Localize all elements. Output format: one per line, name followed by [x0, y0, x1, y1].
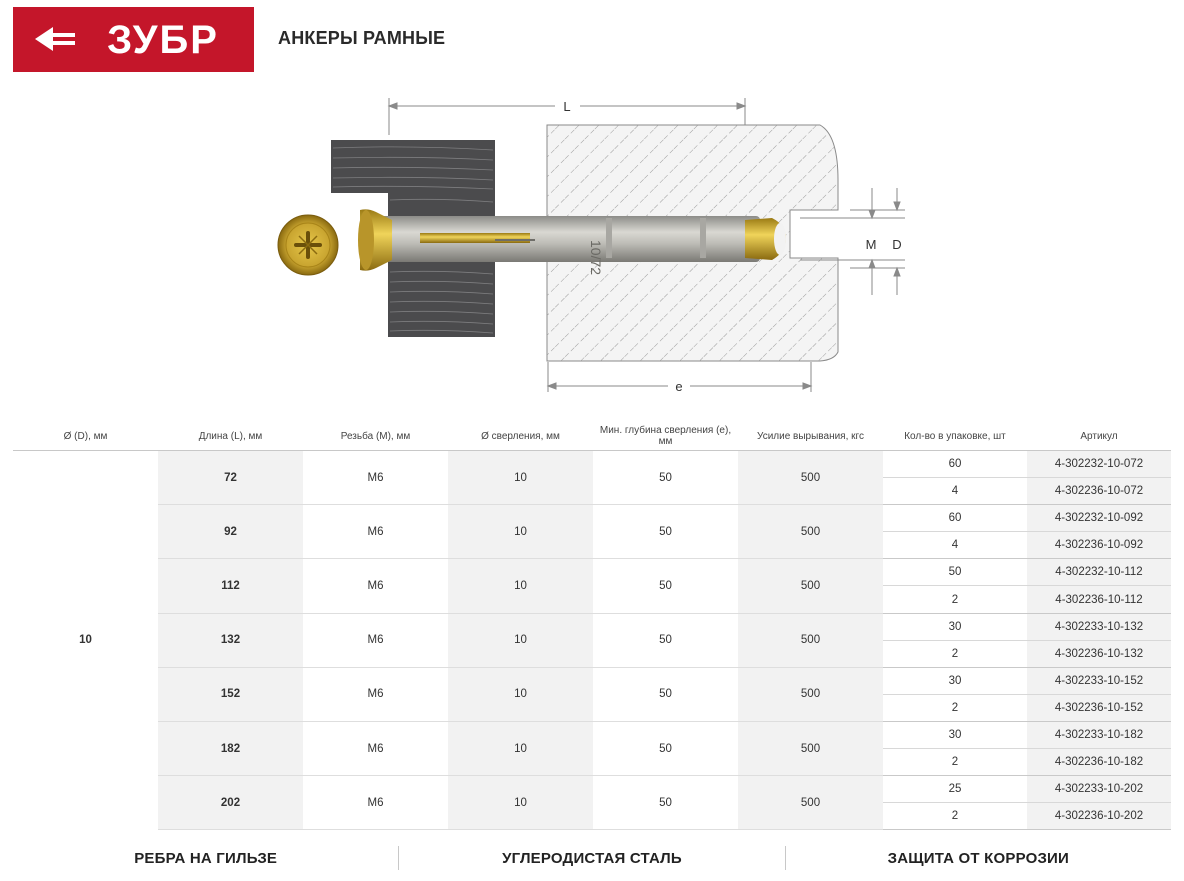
feature-ribs: РЕБРА НА ГИЛЬЗЕ	[134, 849, 278, 867]
force-cell: 500	[738, 776, 883, 830]
label-e: e	[675, 379, 683, 394]
article-cell: 4-302236-10-132	[1027, 640, 1171, 667]
label-D: D	[892, 237, 902, 252]
thread-cell: M6	[303, 613, 448, 667]
thread-cell: M6	[303, 505, 448, 559]
force-cell: 500	[738, 451, 883, 505]
article-cell: 4-302236-10-112	[1027, 586, 1171, 613]
table-row	[13, 721, 1171, 748]
article-cell: 4-302232-10-072	[1027, 451, 1171, 478]
sleeve-marking: 10/72	[588, 240, 604, 276]
header-thread: Резьба (М), мм	[340, 430, 411, 442]
qty-cell: 25	[883, 776, 1027, 803]
force-cell: 500	[738, 721, 883, 775]
thread-cell: M6	[303, 776, 448, 830]
length-cell: 92	[158, 505, 303, 559]
qty-cell: 2	[883, 803, 1027, 830]
force-cell: 500	[738, 613, 883, 667]
depth-cell: 50	[593, 667, 738, 721]
thread-cell: M6	[303, 559, 448, 613]
qty-cell: 2	[883, 749, 1027, 776]
force-cell: 500	[738, 667, 883, 721]
table-row	[13, 613, 1171, 640]
screw-head-side	[358, 209, 392, 270]
length-cell: 182	[158, 721, 303, 775]
header-depth: Мин. глубина сверления (е), мм	[599, 425, 732, 447]
feature-bar	[13, 842, 1171, 874]
qty-cell: 4	[883, 532, 1027, 559]
qty-cell: 30	[883, 721, 1027, 748]
qty-cell: 2	[883, 586, 1027, 613]
qty-cell: 4	[883, 478, 1027, 505]
article-cell: 4-302236-10-152	[1027, 694, 1171, 721]
depth-cell: 50	[593, 721, 738, 775]
qty-cell: 2	[883, 640, 1027, 667]
page-title: АНКЕРЫ РАМНЫЕ	[278, 28, 446, 48]
header-drill: Ø сверления, мм	[481, 430, 560, 442]
length-cell: 72	[158, 451, 303, 505]
article-cell: 4-302232-10-092	[1027, 505, 1171, 532]
specs-table	[13, 422, 1171, 830]
article-cell: 4-302233-10-132	[1027, 613, 1171, 640]
anchor-cone	[745, 218, 786, 260]
feature-steel: УГЛЕРОДИСТАЯ СТАЛЬ	[502, 849, 682, 867]
length-cell: 152	[158, 667, 303, 721]
thread-cell: M6	[303, 721, 448, 775]
header-force: Усилие вырывания, кгс	[757, 430, 864, 442]
table-row	[13, 776, 1171, 803]
length-cell: 202	[158, 776, 303, 830]
depth-cell: 50	[593, 451, 738, 505]
article-cell: 4-302236-10-182	[1027, 749, 1171, 776]
drill-cell: 10	[448, 776, 593, 830]
depth-cell: 50	[593, 505, 738, 559]
length-cell: 112	[158, 559, 303, 613]
brand-logo-image	[13, 7, 254, 72]
article-cell: 4-302232-10-112	[1027, 559, 1171, 586]
diameter-cell: 10	[13, 451, 158, 830]
qty-cell: 2	[883, 694, 1027, 721]
drill-cell: 10	[448, 667, 593, 721]
article-cell: 4-302233-10-182	[1027, 721, 1171, 748]
force-cell: 500	[738, 559, 883, 613]
article-cell: 4-302233-10-202	[1027, 776, 1171, 803]
drill-cell: 10	[448, 505, 593, 559]
depth-cell: 50	[593, 559, 738, 613]
qty-cell: 30	[883, 667, 1027, 694]
header-length: Длина (L), мм	[198, 430, 263, 442]
header-article: Артикул	[1080, 430, 1118, 442]
table-header-row	[13, 422, 1171, 451]
label-M: M	[865, 237, 877, 252]
drill-cell: 10	[448, 613, 593, 667]
article-cell: 4-302236-10-202	[1027, 803, 1171, 830]
depth-cell: 50	[593, 776, 738, 830]
screw-head-front	[278, 215, 338, 275]
header-qty: Кол-во в упаковке, шт	[904, 430, 1006, 442]
depth-cell: 50	[593, 613, 738, 667]
qty-cell: 60	[883, 451, 1027, 478]
qty-cell: 60	[883, 505, 1027, 532]
qty-cell: 50	[883, 559, 1027, 586]
brand-name: ЗУБР	[107, 18, 219, 62]
header-diameter: Ø (D), мм	[63, 430, 108, 442]
article-cell: 4-302236-10-072	[1027, 478, 1171, 505]
anchor-diagram	[0, 90, 1184, 410]
table-row	[13, 559, 1171, 586]
label-L: L	[563, 99, 571, 114]
thread-cell: M6	[303, 451, 448, 505]
feature-corrosion: ЗАЩИТА ОТ КОРРОЗИИ	[887, 849, 1069, 867]
drill-cell: 10	[448, 451, 593, 505]
thread-cell: M6	[303, 667, 448, 721]
article-cell: 4-302236-10-092	[1027, 532, 1171, 559]
table-row	[13, 451, 1171, 478]
drill-cell: 10	[448, 559, 593, 613]
qty-cell: 30	[883, 613, 1027, 640]
table-row	[13, 667, 1171, 694]
article-cell: 4-302233-10-152	[1027, 667, 1171, 694]
table-row	[13, 505, 1171, 532]
brand-logo	[13, 7, 254, 72]
drill-cell: 10	[448, 721, 593, 775]
force-cell: 500	[738, 505, 883, 559]
length-cell: 132	[158, 613, 303, 667]
